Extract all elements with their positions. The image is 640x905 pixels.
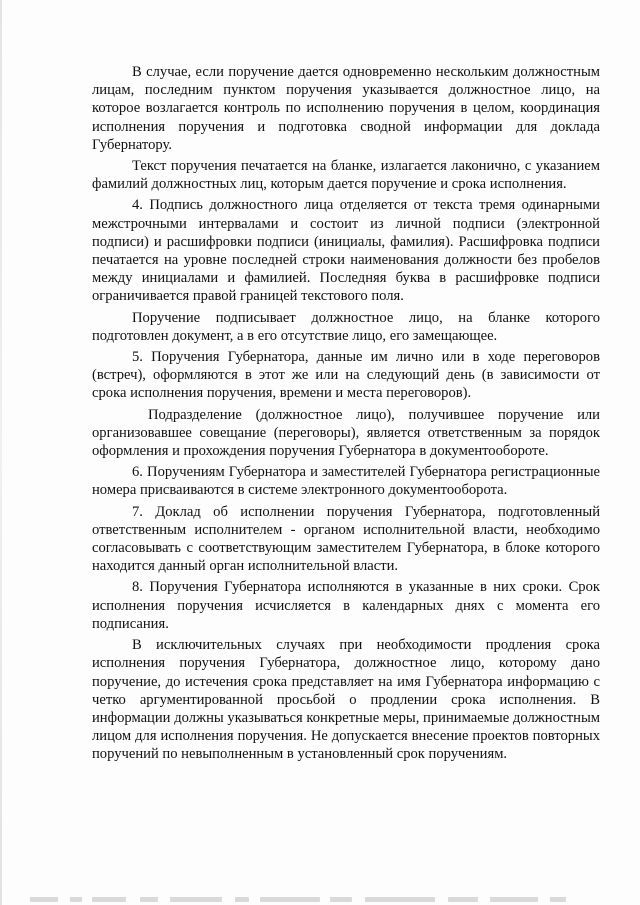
paragraph-text-on-blank: Текст поручения печатается на бланке, излагается лаконично, с указанием фамилий должностных лиц, которым дается поручение и срока исполнения. [92, 158, 600, 193]
scan-edge-left [0, 0, 2, 905]
paragraph-7-report: 7. Доклад об исполнении поручения Губернатора, подготовленный ответственным исполнителем - органом исполнительной власти, необходимо согласовывать с соответствующим заместителем Губернатора, в блоке которого находится данный орган исполнительной власти. [92, 503, 600, 575]
scan-edge-bottom [30, 895, 630, 903]
paragraph-6-registration: 6. Поручениям Губернатора и заместителей Губернатора регистрационные номера присваиваются в системе электронного документооборота. [92, 464, 600, 499]
paragraph-signing-official: Поручение подписывает должностное лицо, на бланке которого подготовлен документ, а в его отсутствие лицо, его замещающее. [92, 309, 600, 344]
paragraph-5-orders: 5. Поручения Губернатора, данные им лично или в ходе переговоров (встреч), оформляются в этот же или на следующий день (в зависимости от срока исполнения поручения, времени и места переговоров). [92, 349, 600, 402]
paragraph-coordination: В случае, если поручение дается одновременно нескольким должностным лицам, последним пунктом поручения указывается должностное лицо, на которое возлагается контроль по исполнению поручения в целом, координация исполнения поручения и подготовка сводной информации для доклада Губернатору. [92, 64, 600, 153]
document-body [92, 63, 600, 767]
paragraph-extension: В исключительных случаях при необходимости продления срока исполнения поручения Губернатора, должностное лицо, которому дано поручение, до истечения срока представляет на имя Губернатора информацию с четко аргументированной просьбой о продлении срока исполнения. В информации должны указываться конкретные меры, принимаемые должностным лицом для исполнения поручения. Не допускается внесение проектов повторных поручений по невыполненным в установленный срок поручениям. [92, 637, 600, 763]
paragraph-4-signature: 4. Подпись должностного лица отделяется от текста тремя одинарными межстрочными интервалами и состоит из личной подписи (электронной подписи) и расшифровки подписи (инициалы, фамилия). Расшифровка подписи печатается на уровне последней строки наименования должности без пробелов между инициалами и фамилией. Последняя буква в расшифровке подписи ограничивается правой границей текстового поля. [92, 197, 600, 305]
paragraph-8-deadlines: 8. Поручения Губернатора исполняются в указанные в них сроки. Срок исполнения поручения исчисляется в календарных днях с момента его подписания. [92, 579, 600, 632]
paragraph-responsible-unit: Подразделение (должностное лицо), получившее поручение или организовавшее совещание (переговоры), является ответственным за порядок оформления и прохождения поручения Губернатора в документообороте. [92, 406, 600, 460]
